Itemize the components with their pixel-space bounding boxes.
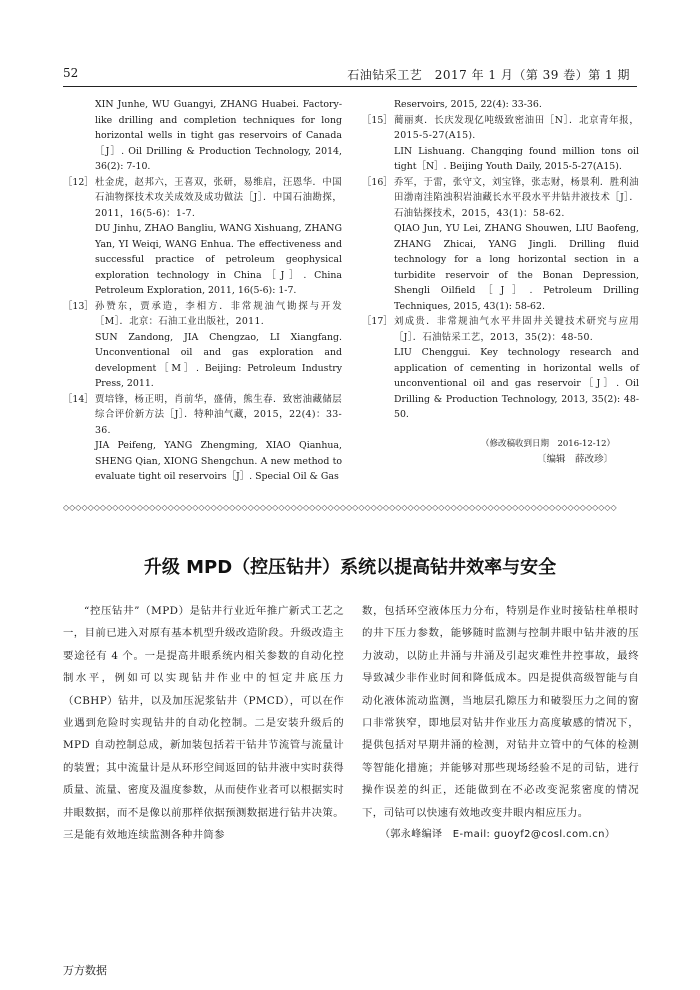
reference-number: ［14］	[63, 393, 94, 405]
reference-text-en: LIU Chenggui. Key technology research and application of cementing in horizontal wells of unconventional oil and gas reservoir［J］. Oil Drilling & Production Technology, 2013, 35(2): 48-50.	[394, 347, 639, 420]
reference-text-cn: 乔军，于雷，张守文，刘宝锋，张志财，杨景利．胜利油田渤南洼陷浊积岩油藏长水平段水平井钻井液技术［J］．石油钻探技术，2015，43(1)：58-62.	[394, 176, 639, 219]
news-paragraph: “控压钻井”（MPD）是钻井行业近年推广新式工艺之一，目前已进入对原有基本机型升级改造阶段。升级改造主要途径有 4 个。一是提高井眼系统内相关参数的自动化控制水平，例如可以实现钻井作业中的恒定井底压力（CBHP）钻井，以及加压泥浆钻井（PMCD），可以在作业遇到危险时实现钻井的自动化控制。二是安装升级后的 MPD 自动控制总成，新加装包括若干钻井节流管与流量计的装置；其中流量计是从环形空间返回的钻井液中实时获得质量、流量、密度及温度参数，从而使作业者可以根据实时井眼数据，而不是像以前那样依据预测数据进行钻井决策。三是能有效地连续监测各种井筒参	[63, 605, 344, 842]
header-rule	[63, 86, 637, 87]
reference-number: ［17］	[362, 316, 393, 327]
reference-text-cn: 孙赞东，贾承造，李相方．非常规油气勘探与开发［M］．北京：石油工业出版社，2011.	[95, 300, 342, 327]
journal-header: 石油钻采工艺 2017 年 1 月（第 39 卷）第 1 期	[347, 68, 630, 82]
editor-credit: 〔编辑 薛改珍〕	[536, 454, 613, 465]
reference-text: Reservoirs, 2015, 22(4): 33-36.	[394, 99, 542, 110]
reference-number: ［16］	[362, 176, 393, 188]
news-right-column	[362, 600, 639, 846]
references-left-column	[63, 97, 342, 485]
news-paragraph: 数，包括环空液体压力分布，特别是作业时接钻柱单根时的井下压力参数，能够随时监测与控制井眼中钻井液的压力波动，以防止井涌与井涌及引起灾难性井控事故，最终导致减少非作业时间和降低成本。四是提供高级智能与自动化液体流动监测，当地层孔隙压力和破裂压力之间的窗口非常狭窄，即地层对钻井作业压力高度敏感的情况下，提供包括对早期井涌的检测，对钻井立管中的气体的检测等智能化措施；并能够对那些现场经验不足的司钻，进行操作误差的纠正，还能做到在不必改变泥浆密度的情况下，司钻可以快速有效地改变井眼内相应压力。	[362, 605, 639, 819]
reference-14	[63, 392, 342, 485]
compiler-credit: （郭永峰编译 E-mail: guoyf2@cosl.com.cn）	[380, 829, 616, 841]
reference-12	[63, 175, 342, 299]
reference-text-cn: 蔺丽爽．长庆发现亿吨级致密油田［N］．北京青年报，2015-5-27(A15).	[394, 114, 639, 141]
reference-text: XIN Junhe, WU Guangyi, ZHANG Huabei. Factory-like drilling and completion techniques for long horizontal wells in tight gas reservoirs of Canada［J］. Oil Drilling & Production Technology, 2014, 36(2): 7-10.	[95, 99, 342, 172]
news-title: 升级 MPD（控压钻井）系统以提高钻井效率与安全	[143, 557, 557, 578]
reference-text-en: LIN Lishuang. Changqing found million tons oil tight［N］. Beijing Youth Daily, 2015-5-27(A15).	[394, 145, 639, 172]
reference-11-continued	[63, 97, 342, 175]
reference-text-en: JIA Peifeng, YANG Zhengming, XIAO Qianhua, SHENG Qian, XIONG Shengchun. A new method to evaluate tight oil reservoirs［J］. Special Oil & Gas	[95, 440, 342, 482]
references-right-column	[362, 97, 639, 468]
reference-17	[362, 314, 639, 423]
reference-text-cn: 刘成贵．非常规油气水平井固井关键技术研究与应用［J］．石油钻采工艺，2013，35(2)：48-50.	[394, 316, 639, 343]
reference-13	[63, 299, 342, 392]
reference-number: ［12］	[63, 176, 94, 188]
reference-text-cn: 贾培锋，杨正明，肖前华，盛倩，熊生春．致密油藏储层综合评价新方法［J］．特种油气藏，2015，22(4)：33-36.	[95, 393, 342, 436]
reference-text-en: QIAO Jun, YU Lei, ZHANG Shouwen, LIU Baofeng, ZHANG Zhicai, YANG Jingli. Drilling fluid technology for a long horizontal section in a turbidite reservoir of the Bonan Depression, Shengli Oilfield［J］. Petroleum Drilling Techniques, 2015, 43(1): 58-62.	[394, 223, 639, 312]
news-left-column	[63, 600, 344, 846]
reference-text-en: DU Jinhu, ZHAO Bangliu, WANG Xishuang, ZHANG Yan, YI Weiqi, WANG Enhua. The effectiveness and successful practice of petroleum geophysical exploration technology in China［J］. China Petroleum Exploration, 2011, 16(5-6): 1-7.	[95, 223, 342, 296]
section-divider: ◇◇◇◇◇◇◇◇◇◇◇◇◇◇◇◇◇◇◇◇◇◇◇◇◇◇◇◇◇◇◇◇◇◇◇◇◇◇◇◇◇◇◇◇◇◇◇◇◇◇◇◇◇◇◇◇◇◇◇◇◇◇◇◇◇◇◇◇◇◇◇◇◇◇◇◇◇◇◇◇◇◇◇◇◇◇◇◇◇◇	[63, 503, 617, 512]
reference-15	[362, 113, 639, 175]
watermark: 万方数据	[63, 964, 107, 977]
revised-date: （修改稿收到日期 2016-12-12）	[480, 438, 615, 449]
reference-number: ［15］	[362, 114, 393, 126]
reference-16	[362, 175, 639, 315]
reference-text-cn: 杜金虎，赵邦六，王喜双，张研，易维启，汪恩华．中国石油物探技术攻关成效及成功做法［J］．中国石油勘探，2011，16(5-6)：1-7.	[95, 176, 342, 219]
reference-number: ［13］	[63, 300, 94, 312]
page-number: 52	[63, 66, 79, 80]
reference-text-en: SUN Zandong, JIA Chengzao, LI Xiangfang. Unconventional oil and gas exploration and development［M］. Beijing: Petroleum Industry Press, 2011.	[95, 331, 342, 389]
reference-14-continued	[362, 97, 639, 113]
